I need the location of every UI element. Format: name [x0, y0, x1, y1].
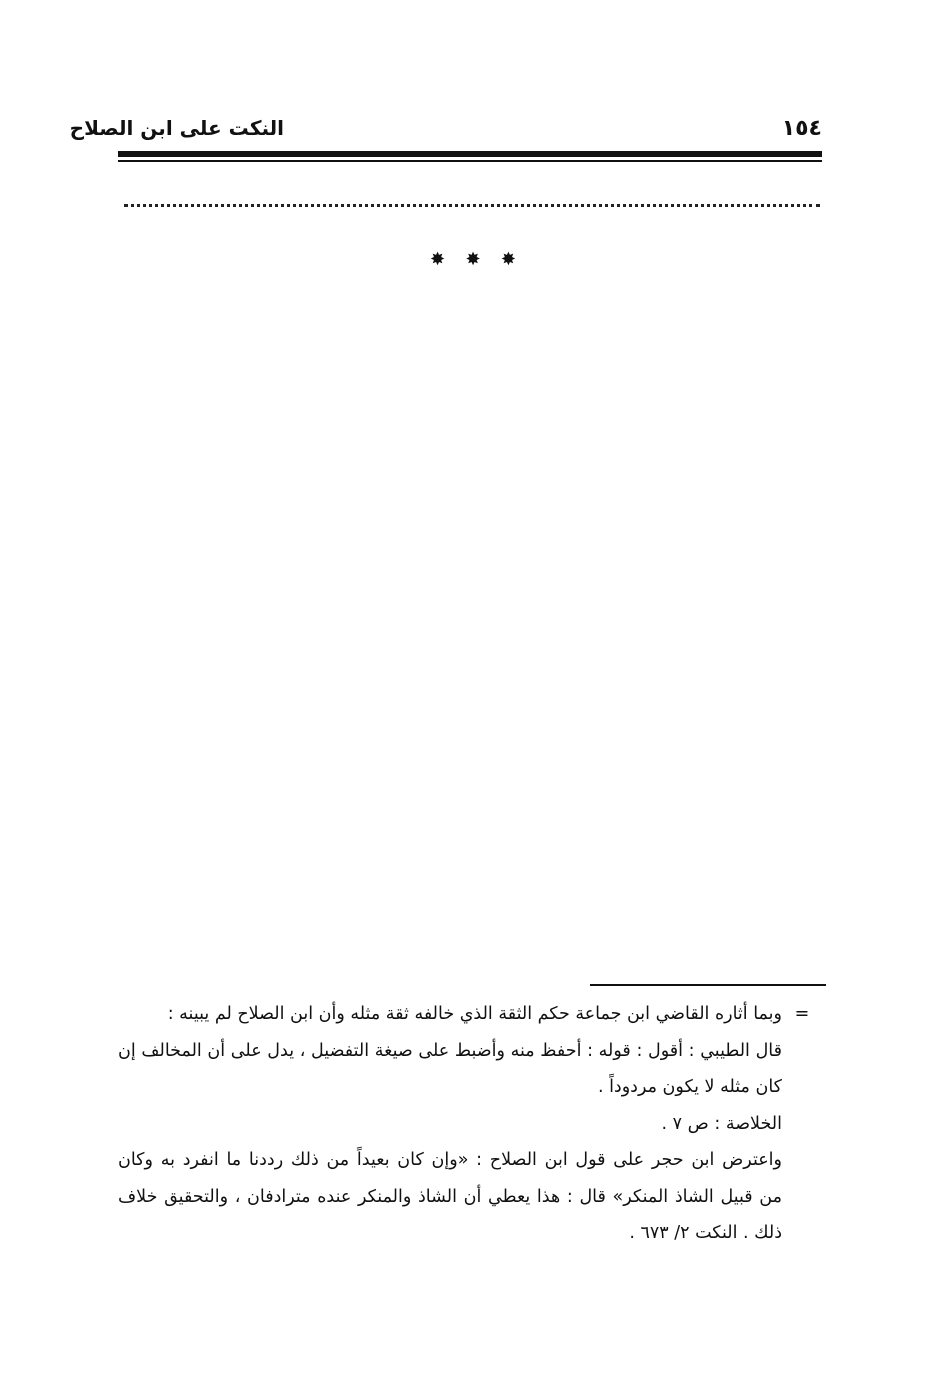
footnote-line: [118, 996, 822, 1033]
ellipsis-dotted-line: [124, 204, 820, 207]
section-separator: [430, 249, 516, 271]
footnotes: [118, 996, 822, 1252]
footnote-line: من قبيل الشاذ المنكر» قال : هذا يعطي أن الشاذ والمنكر عنده مترادفان ، والتحقيق خلاف: [118, 1186, 782, 1207]
separator-star-icon: ✸: [465, 249, 481, 270]
separator-star-icon: ✸: [500, 249, 516, 270]
footnote-text: وبما أثاره القاضي ابن جماعة حكم الثقة الذي خالفه ثقة مثله وأن ابن الصلاح لم يبينه :: [167, 1004, 782, 1024]
page-number: ١٥٤: [781, 116, 822, 141]
footnote-continuation-marker: =: [794, 1004, 810, 1024]
footnote-line: واعترض ابن حجر على قول ابن الصلاح : «وإن كان بعيداً من ذلك رددنا ما انفرد به وكان: [118, 1150, 782, 1170]
running-title: النكت على ابن الصلاح: [69, 116, 284, 140]
footnote-rule: [590, 984, 826, 986]
footnote-line: ذلك . النكت ٢/ ٦٧٣ .: [629, 1223, 782, 1243]
header-rule-thin: [118, 160, 822, 162]
footnote-line: قال الطيبي : أقول : قوله : أحفظ منه وأضبط على صيغة التفضيل ، يدل على أن المخالف إن: [118, 1040, 782, 1061]
footnote-line: كان مثله لا يكون مردوداً .: [597, 1077, 782, 1097]
header-rule-thick: [118, 151, 822, 157]
separator-star-icon: ✸: [430, 249, 446, 270]
footnote-line: الخلاصة : ص ٧ .: [661, 1113, 782, 1134]
